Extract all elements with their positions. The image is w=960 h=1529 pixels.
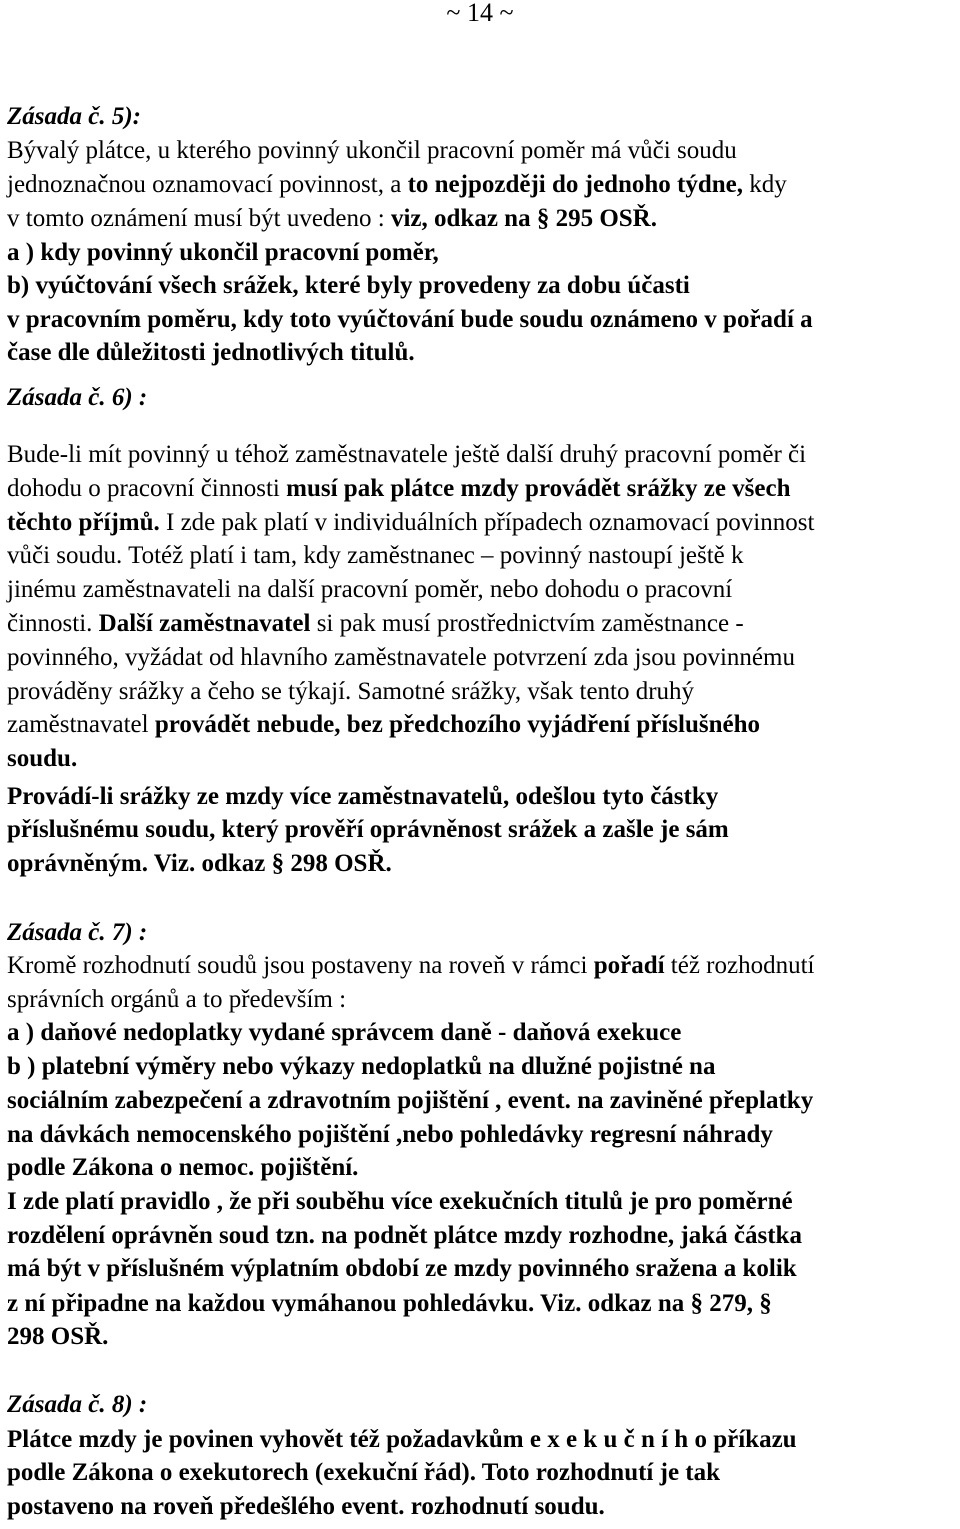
text-line [7,136,957,166]
plain-text: správních orgánů a to především : [7,986,347,1013]
text-line [7,677,957,707]
section-heading [7,383,957,413]
bold-text: sociálním zabezpečení a zdravotním pojištění , event. na zaviněné přeplatky [7,1087,814,1114]
text-line [7,1254,957,1284]
text-line [7,508,957,538]
text-line [7,951,957,981]
text-line [7,170,957,200]
text-line [7,575,957,605]
text-line [7,815,957,845]
bold-text: pořadí [593,952,665,979]
bold-text: má být v příslušném výplatním období ze mzdy povinného sražena a kolik [7,1255,797,1282]
heading-text: Zásada č. 6) : [7,384,148,411]
text-line [7,338,957,368]
plain-text: zaměstnavatel [7,711,155,738]
plain-text: prováděny srážky a čeho se týkají. Samotné srážky, však tento druhý [7,678,695,705]
plain-text: Bývalý plátce, u kterého povinný ukončil pracovní poměr má vůči soudu [7,137,737,164]
bold-text: soudu. [7,745,78,772]
bold-text: I zde platí pravidlo , že při souběhu více exekučních titulů je pro poměrné [7,1188,793,1215]
bold-text: a ) kdy povinný ukončil pracovní poměr, [7,239,439,266]
text-line [7,271,957,301]
bold-text: podle Zákona o nemoc. pojištění. [7,1154,359,1181]
bold-text: a ) daňové nedoplatky vydané správcem daně - daňová exekuce [7,1019,682,1046]
bold-text: oprávněným. Viz. odkaz § 298 OSŘ. [7,850,392,877]
section-heading [7,918,957,948]
bold-text: rozdělení oprávněn soud tzn. na podnět plátce mzdy rozhodne, jaká částka [7,1222,802,1249]
text-line [7,985,957,1015]
plain-text: v tomto oznámení musí být uvedeno : [7,205,391,232]
bold-text: 298 OSŘ. [7,1323,109,1350]
plain-text: jednoznačnou oznamovací povinnost, a [7,171,408,198]
plain-text: činnosti. [7,610,99,637]
bold-text: Plátce mzdy je povinen vyhovět též požadavkům e x e k u č n í h o příkazu [7,1426,797,1453]
text-line [7,1187,957,1217]
text-line [7,1086,957,1116]
bold-text: musí pak plátce mzdy provádět srážky ze všech [286,475,791,502]
heading-text: Zásada č. 8) : [7,1391,148,1418]
bold-text: to nejpozději do jednoho týdne, [407,171,744,198]
bold-text: podle Zákona o exekutorech (exekuční řád). Toto rozhodnutí je tak [7,1459,721,1486]
plain-text: též rozhodnutí [664,952,815,979]
text-line [7,204,957,234]
bold-text: z ní připadne na každou vymáhanou pohledávku. Viz. odkaz na § 279, § [7,1290,772,1317]
plain-text: kdy [743,171,787,198]
text-line [7,1052,957,1082]
bold-text: b) vyúčtování všech srážek, které byly provedeny za dobu účasti [7,272,690,299]
page-number: ~ 14 ~ [446,0,514,27]
plain-text: Bude-li mít povinný u téhož zaměstnavatele ještě další druhý pracovní poměr či [7,441,807,468]
text-line [7,238,957,268]
text-line [7,440,957,470]
plain-text: jinému zaměstnavateli na další pracovní poměr, nebo dohodu o pracovní [7,576,733,603]
section-heading [7,1390,957,1420]
heading-text: Zásada č. 7) : [7,919,148,946]
plain-text: I zde pak platí v individuálních případech oznamovací povinnost [159,509,815,536]
plain-text: Kromě rozhodnutí soudů jsou postaveny na roveň v rámci [7,952,594,979]
text-line [7,1425,957,1455]
bold-text: těchto příjmů. [7,509,160,536]
text-line [7,474,957,504]
bold-text: viz, odkaz na § 295 OSŘ. [390,205,657,232]
text-line [7,744,957,774]
bold-text: čase dle důležitosti jednotlivých titulů. [7,339,415,366]
bold-text: na dávkách nemocenského pojištění ,nebo pohledávky regresní náhrady [7,1121,773,1148]
text-line [7,1018,957,1048]
bold-text: Provádí-li srážky ze mzdy více zaměstnavatelů, odešlou tyto částky [7,783,719,810]
text-line [7,1322,957,1352]
text-line [7,1120,957,1150]
bold-text: provádět nebude, bez předchozího vyjádření příslušného [154,711,760,738]
bold-text: postaveno na roveň předešlého event. rozhodnutí soudu. [7,1493,605,1520]
plain-text: povinného, vyžádat od hlavního zaměstnavatele potvrzení zda jsou povinnému [7,644,795,671]
text-line [7,1221,957,1251]
section-heading [7,102,957,132]
text-line [7,1289,957,1319]
plain-text: vůči soudu. Totéž platí i tam, kdy zaměstnanec – povinný nastoupí ještě k [7,542,744,569]
bold-text: příslušnému soudu, který prověří oprávněnost srážek a zašle je sám [7,816,729,843]
text-line [7,782,957,812]
text-line [7,305,957,335]
bold-text: v pracovním poměru, kdy toto vyúčtování bude soudu oznámeno v pořadí a [7,306,813,333]
text-line [7,1492,957,1522]
text-line [7,609,957,639]
heading-text: Zásada č. 5): [7,103,141,130]
text-line [7,710,957,740]
bold-text: Další zaměstnavatel [98,610,311,637]
text-line [7,541,957,571]
text-line [7,643,957,673]
text-line [7,1153,957,1183]
bold-text: b ) platební výměry nebo výkazy nedoplatků na dlužné pojistné na [7,1053,716,1080]
text-line [7,1458,957,1488]
plain-text: dohodu o pracovní činnosti [7,475,287,502]
text-line [7,849,957,879]
plain-text: si pak musí prostřednictvím zaměstnance - [310,610,744,637]
